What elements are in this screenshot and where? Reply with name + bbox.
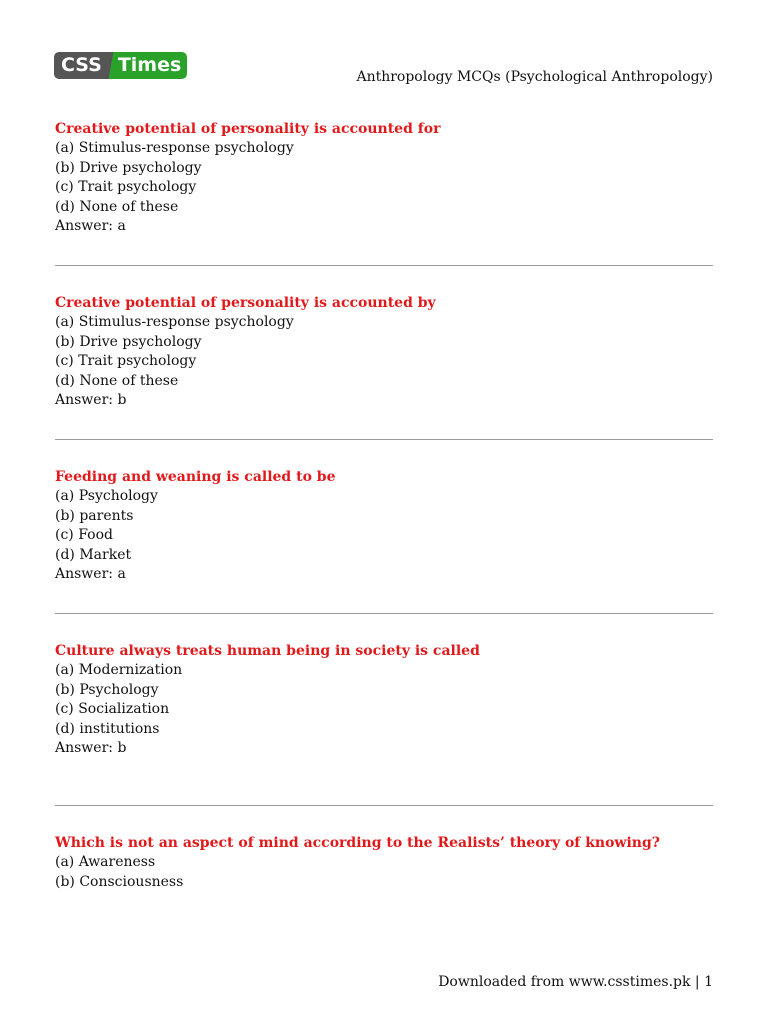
option-a: (a) Awareness bbox=[55, 854, 156, 871]
logo-css-text: CSS bbox=[54, 52, 106, 79]
option-b: (b) Consciousness bbox=[55, 873, 184, 890]
option-b: (b) Drive psychology bbox=[55, 159, 202, 176]
option-a: (a) Psychology bbox=[55, 488, 158, 505]
option-b: (b) parents bbox=[55, 507, 134, 524]
option-a: (a) Stimulus-response psychology bbox=[55, 314, 294, 331]
mcq-block bbox=[55, 468, 715, 584]
csstimes-logo bbox=[54, 52, 187, 79]
mcq-block bbox=[55, 120, 715, 236]
divider bbox=[55, 439, 713, 440]
answer-text: Answer: a bbox=[55, 218, 126, 235]
divider bbox=[55, 265, 713, 266]
option-c: (c) Socialization bbox=[55, 701, 170, 718]
option-d: (d) Market bbox=[55, 546, 132, 563]
question-text: Which is not an aspect of mind according to the Realists’ theory of knowing? bbox=[55, 835, 660, 851]
mcq-block bbox=[55, 834, 715, 892]
option-c: (c) Trait psychology bbox=[55, 179, 197, 196]
page-footer: Downloaded from www.csstimes.pk | 1 bbox=[438, 974, 713, 990]
question-text: Creative potential of personality is accounted for bbox=[55, 121, 441, 137]
option-b: (b) Psychology bbox=[55, 681, 159, 698]
page-title: Anthropology MCQs (Psychological Anthropology) bbox=[356, 69, 713, 85]
option-b: (b) Drive psychology bbox=[55, 333, 202, 350]
question-text: Creative potential of personality is accounted by bbox=[55, 295, 436, 311]
question-text: Culture always treats human being in society is called bbox=[55, 643, 480, 659]
question-text: Feeding and weaning is called to be bbox=[55, 469, 336, 485]
mcq-block bbox=[55, 294, 715, 410]
option-a: (a) Modernization bbox=[55, 662, 183, 679]
mcq-block bbox=[55, 642, 715, 758]
option-d: (d) institutions bbox=[55, 720, 160, 737]
logo-times-text: Times bbox=[116, 52, 187, 79]
divider bbox=[55, 805, 713, 806]
answer-text: Answer: b bbox=[55, 392, 127, 409]
option-d: (d) None of these bbox=[55, 372, 179, 389]
answer-text: Answer: a bbox=[55, 566, 126, 583]
option-c: (c) Food bbox=[55, 527, 113, 544]
option-d: (d) None of these bbox=[55, 198, 179, 215]
divider bbox=[55, 613, 713, 614]
option-c: (c) Trait psychology bbox=[55, 353, 197, 370]
option-a: (a) Stimulus-response psychology bbox=[55, 140, 294, 157]
answer-text: Answer: b bbox=[55, 740, 127, 757]
logo-slash bbox=[106, 52, 116, 79]
